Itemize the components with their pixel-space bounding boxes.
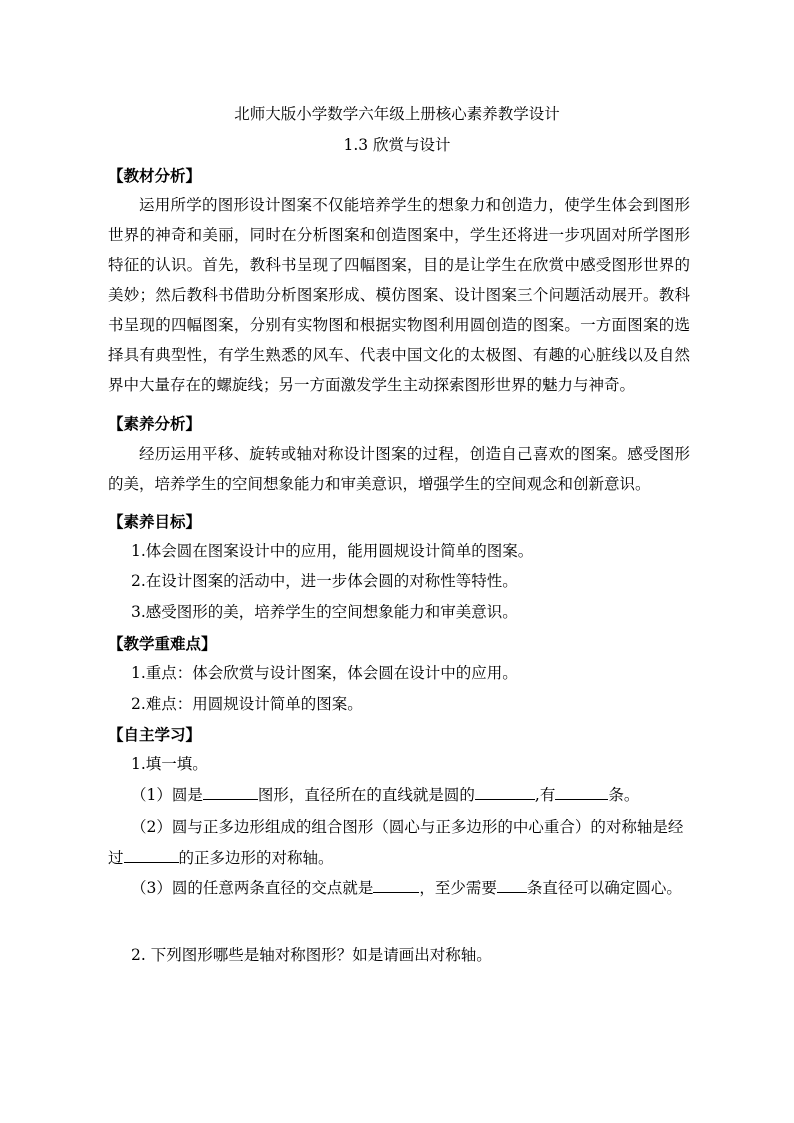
- answer-blank[interactable]: [203, 784, 258, 800]
- goal-item: 2.在设计图案的活动中，进一步体会圆的对称性等特性。: [131, 572, 518, 590]
- document-title: 北师大版小学数学六年级上册核心素养教学设计: [234, 105, 560, 123]
- q1-2-text-b: 过: [108, 849, 124, 867]
- answer-blank[interactable]: [475, 784, 535, 800]
- goal-item: 1.体会圆在图案设计中的应用，能用圆规设计简单的图案。: [131, 542, 534, 560]
- keypoint-item: 2.难点：用圆规设计简单的图案。: [131, 695, 363, 713]
- section-heading-textbook: 【教材分析】: [108, 167, 202, 185]
- q1-1-text-c: ,有: [534, 786, 556, 804]
- keypoint-item: 1.重点：体会欣赏与设计图案，体会圆在设计中的应用。: [131, 664, 518, 682]
- answer-blank[interactable]: [555, 784, 608, 800]
- lesson-title: 1.3 欣赏与设计: [343, 136, 451, 154]
- question-1-1: [131, 783, 639, 805]
- question-1-3: [131, 876, 682, 898]
- question-1-2-line1: （2）圆与正多边形组成的组合图形（圆心与正多边形的中心重合）的对称轴是经: [131, 818, 684, 836]
- q1-2-text-c: 的正多边形的对称轴。: [178, 849, 334, 867]
- textbook-analysis-paragraph: 运用所学的图形设计图案不仅能培养学生的想象力和创造力，使学生体会到图形世界的神奇和美丽，同时在分析图案和创造图案中，学生还将进一步巩固对所学图形特征的认识。首先，教科书呈现了四幅图案，目的是让学生在欣赏中感受图形世界的美妙；然后教科书借助分析图案形成、模仿图案、设计图案三个问题活动展开。教科书呈现的四幅图案，分别有实物图和根据实物图利用圆创造的图案。一方面图案的选择具有典型性，有学生熟悉的风车、代表中国文化的太极图、有趣的心脏线以及自然界中大量存在的螺旋线；另一方面激发学生主动探索图形世界的魅力与神奇。: [108, 196, 690, 394]
- question-2: 2. 下列图形哪些是轴对称图形？如是请画出对称轴。: [131, 946, 492, 964]
- question-1-2-line2: [108, 846, 334, 868]
- q1-1-text-d: 条。: [608, 786, 640, 804]
- answer-blank[interactable]: [124, 847, 179, 863]
- answer-blank[interactable]: [373, 877, 419, 893]
- q1-1-text-b: 图形，直径所在的直线就是圆的: [257, 786, 475, 804]
- section-heading-literacy: 【素养分析】: [108, 415, 202, 433]
- q1-3-text-a: （3）圆的任意两条直径的交点就是: [131, 879, 374, 897]
- q1-3-text-c: 条直径可以确定圆心。: [526, 879, 682, 897]
- literacy-analysis-paragraph: 经历运用平移、旋转或轴对称设计图案的过程，创造自己喜欢的图案。感受图形的美，培养学生的空间想象能力和审美意识，增强学生的空间观念和创新意识。: [108, 445, 690, 493]
- q1-1-text-a: （1）圆是: [131, 786, 203, 804]
- section-heading-selfstudy: 【自主学习】: [108, 726, 202, 744]
- q1-3-text-b: ，至少需要: [419, 879, 497, 897]
- goal-item: 3.感受图形的美，培养学生的空间想象能力和审美意识。: [131, 603, 518, 621]
- question-1-label: 1.填一填。: [131, 755, 208, 773]
- answer-blank[interactable]: [497, 877, 527, 893]
- section-heading-keypoints: 【教学重难点】: [108, 635, 217, 653]
- section-heading-goals: 【素养目标】: [108, 513, 202, 531]
